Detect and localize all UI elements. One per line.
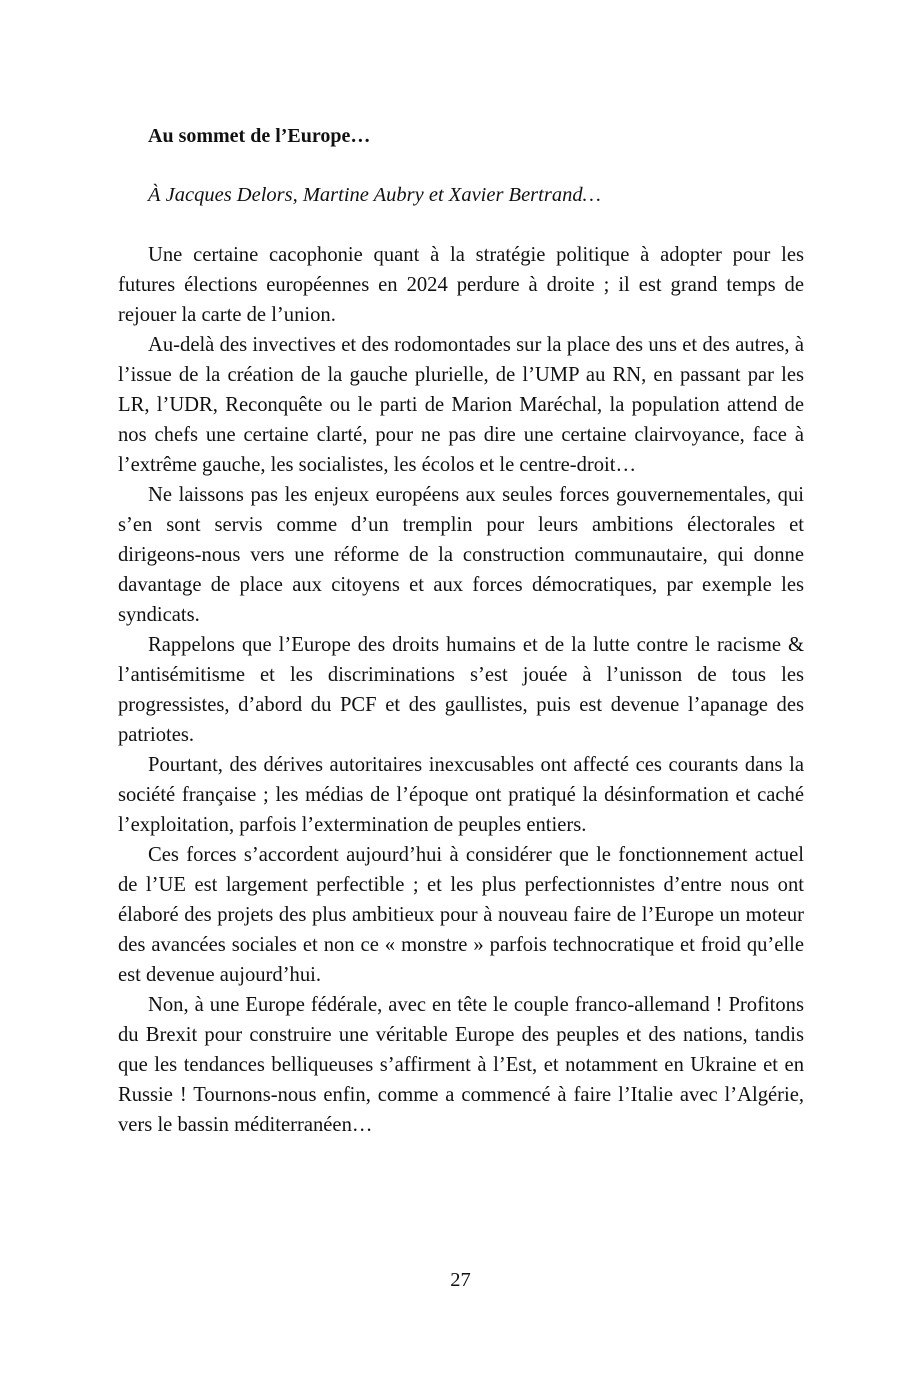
body-text	[118, 240, 804, 1140]
paragraph: Pourtant, des dérives autoritaires inexcusables ont affecté ces courants dans la société française ; les médias de l’époque ont pratiqué la désinformation et caché l’exploitation, parfois l’extermination de peuples entiers.	[118, 754, 804, 836]
paragraph: Non, à une Europe fédérale, avec en tête le couple franco-allemand ! Profitons du Brexit pour construire une véritable Europe des peuples et des nations, tandis que les tendances belliqueuses s’affirment à l’Est, et notamment en Ukraine et en Russie ! Tournons-nous enfin, comme a commencé à faire l’Italie avec l’Algérie, vers le bassin méditerranéen…	[118, 994, 804, 1136]
paragraph: Rappelons que l’Europe des droits humains et de la lutte contre le racisme & l’antisémitisme et les discriminations s’est jouée à l’unisson de tous les progressistes, d’abord du PCF et des gaullistes, puis est devenue l’apanage des patriotes.	[118, 634, 804, 746]
paragraph: Ne laissons pas les enjeux européens aux seules forces gouvernementales, qui s’en sont servis comme d’un tremplin pour leurs ambitions électorales et dirigeons-nous vers une réforme de la construction communautaire, qui donne davantage de place aux citoyens et aux forces démocratiques, par exemple les syndicats.	[118, 484, 804, 626]
dedication: À Jacques Delors, Martine Aubry et Xavier Bertrand…	[148, 184, 601, 206]
paragraph: Au-delà des invectives et des rodomontades sur la place des uns et des autres, à l’issue de la création de la gauche plurielle, de l’UMP au RN, en passant par les LR, l’UDR, Reconquête ou le parti de Marion Maréchal, la population attend de nos chefs une certaine clarté, pour ne pas dire une certaine clairvoyance, face à l’extrême gauche, les socialistes, les écolos et le centre-droit…	[118, 334, 804, 476]
paragraph: Ces forces s’accordent aujourd’hui à considérer que le fonctionnement actuel de l’UE est largement perfectible ; et les plus perfectionnistes d’entre nous ont élaboré des projets des plus ambitieux pour à nouveau faire de l’Europe un moteur des avancées sociales et non ce « monstre » parfois technocratique et froid qu’elle est devenue aujourd’hui.	[118, 844, 804, 986]
paragraph: Une certaine cacophonie quant à la stratégie politique à adopter pour les futures élections européennes en 2024 perdure à droite ; il est grand temps de rejouer la carte de l’union.	[118, 244, 804, 326]
chapter-title: Au sommet de l’Europe…	[148, 125, 371, 147]
page-number: 27	[450, 1269, 471, 1291]
